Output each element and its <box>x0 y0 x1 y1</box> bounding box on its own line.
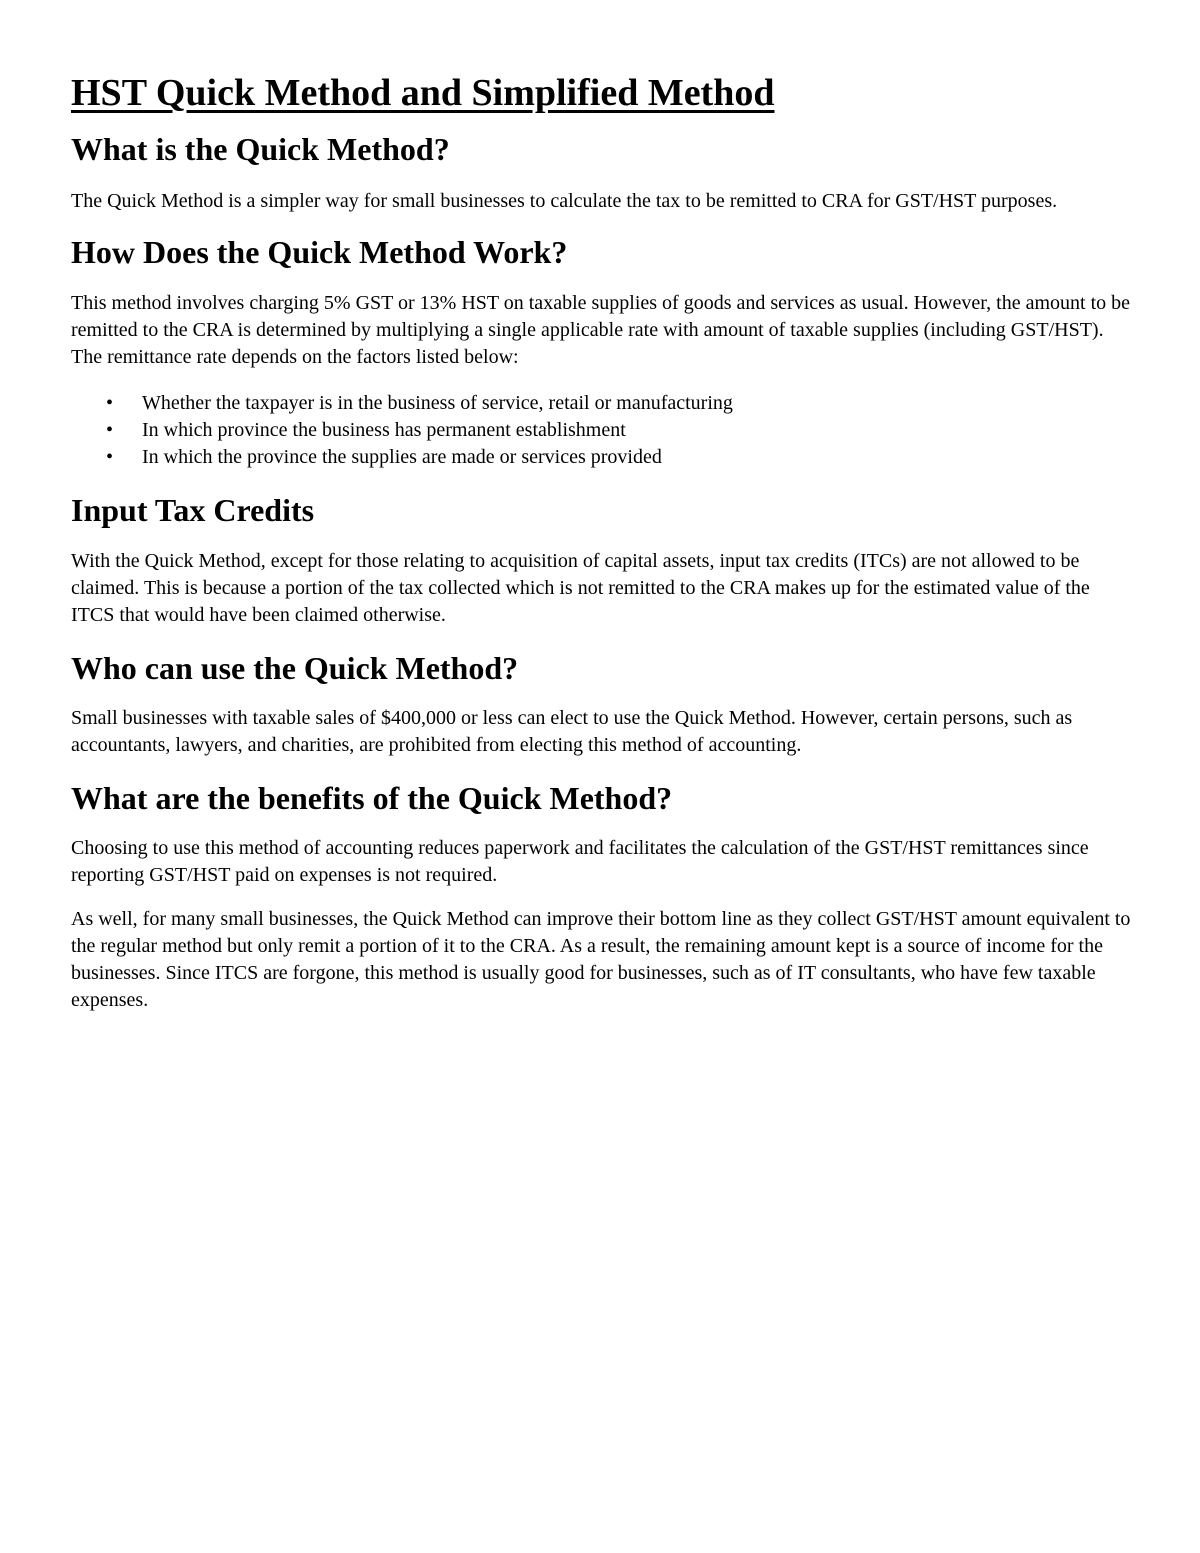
list-item-text: Whether the taxpayer is in the business of service, retail or manufacturing <box>142 392 733 415</box>
list-item-text: In which the province the supplies are made or services provided <box>142 446 662 469</box>
list-item-text: In which province the business has permanent establishment <box>142 419 626 442</box>
list-item <box>106 417 1136 444</box>
list-item <box>106 444 1136 471</box>
section-heading-input-tax-credits: Input Tax Credits <box>71 492 315 529</box>
section-paragraph: Choosing to use this method of accounting reduces paperwork and facilitates the calculation of the GST/HST remittances since reporting GST/HST paid on expenses is not required. <box>71 837 1089 887</box>
section-paragraph: As well, for many small businesses, the Quick Method can improve their bottom line as they collect GST/HST amount equivalent to the regular method but only remit a portion of it to the CRA. As a result, the remaining amount kept is a source of income for the businesses. Since ITCS are forgone, this method is usually good for businesses, such as of IT consultants, who have few taxable expenses. <box>71 908 1131 1012</box>
factors-list <box>71 390 1136 471</box>
document-page <box>71 58 1136 1014</box>
bullet-icon: • <box>106 446 114 469</box>
section-paragraph: With the Quick Method, except for those relating to acquisition of capital assets, input tax credits (ITCs) are not allowed to be claimed. This is because a portion of the tax collected which is not remitted to the CRA makes up for the estimated value of the ITCS that would have been claimed otherwise. <box>71 549 1090 626</box>
section-heading-who-can-use: Who can use the Quick Method? <box>71 649 519 686</box>
bullet-icon: • <box>106 419 114 442</box>
bullet-icon: • <box>106 392 114 415</box>
section-heading-benefits: What are the benefits of the Quick Method? <box>71 780 673 817</box>
section-paragraph: This method involves charging 5% GST or 13% HST on taxable supplies of goods and services as usual. However, the amount to be remitted to the CRA is determined by multiplying a single applicable rate with amount of taxable supplies (including GST/HST). The remittance rate depends on the factors listed below: <box>71 292 1131 369</box>
section-heading-what-is-quick-method: What is the Quick Method? <box>71 130 450 167</box>
section-heading-how-does-it-work: How Does the Quick Method Work? <box>71 233 568 270</box>
list-item <box>106 390 1136 417</box>
document-title: HST Quick Method and Simplified Method <box>71 72 775 114</box>
section-paragraph: Small businesses with taxable sales of $400,000 or less can elect to use the Quick Method. However, certain persons, such as accountants, lawyers, and charities, are prohibited from electing this method of accounting. <box>71 707 1073 757</box>
section-paragraph: The Quick Method is a simpler way for small businesses to calculate the tax to be remitted to CRA for GST/HST purposes. <box>71 189 1058 212</box>
